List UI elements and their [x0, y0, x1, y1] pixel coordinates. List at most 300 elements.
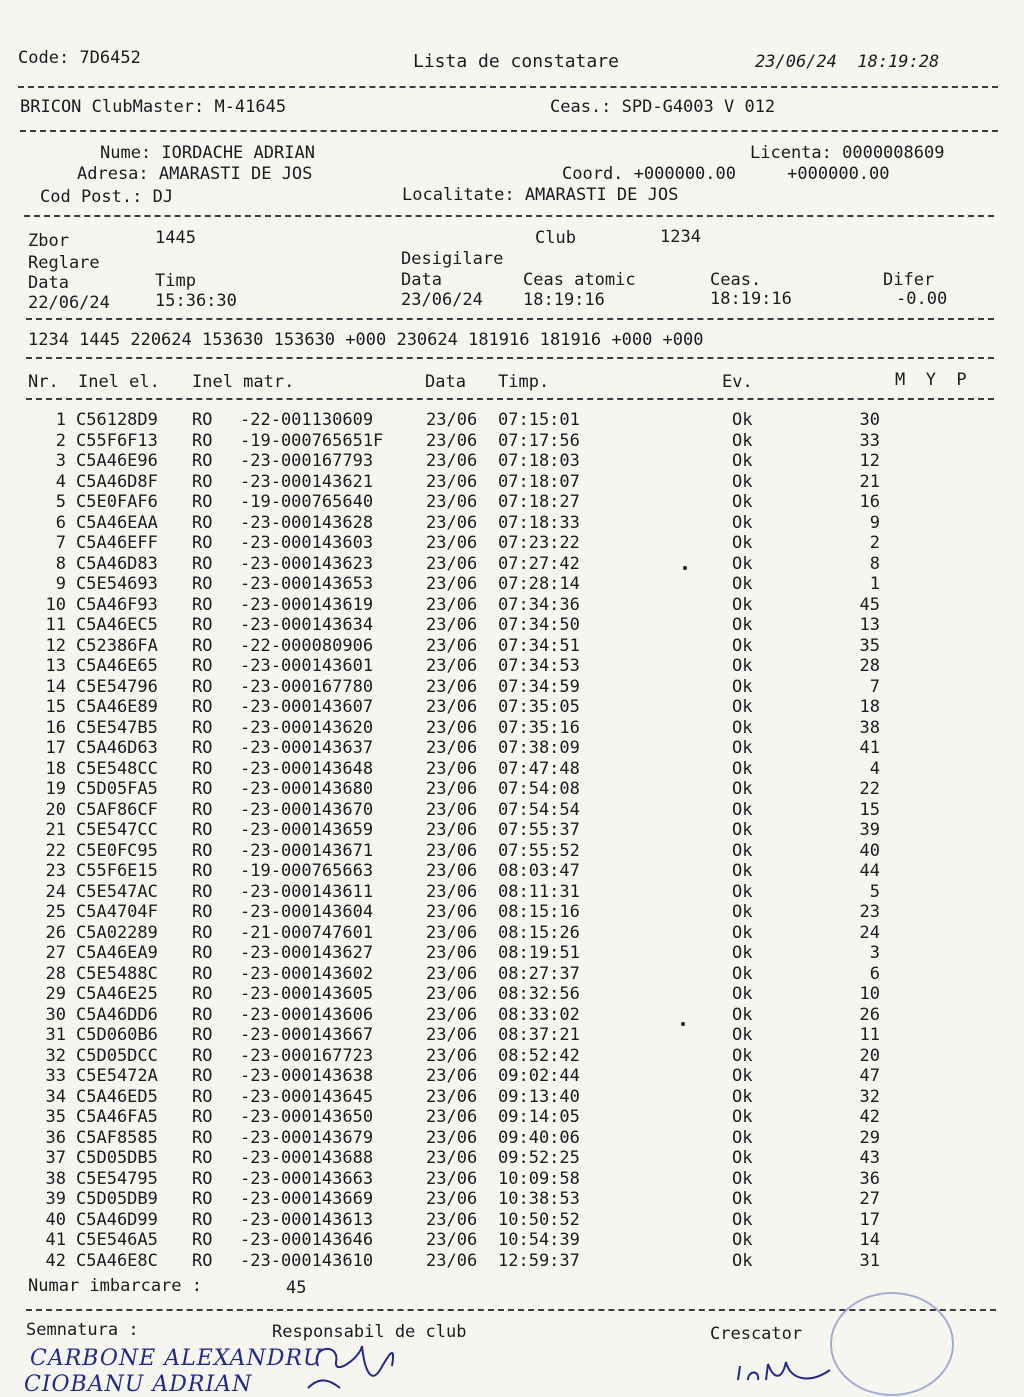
- arrival-time: 07:27:42: [498, 553, 580, 574]
- reglare-label: Reglare: [28, 253, 100, 273]
- arrival-date: 23/06: [426, 594, 478, 615]
- row-number: 27: [45, 943, 66, 963]
- row-number: 22: [45, 840, 66, 861]
- arrival-time: 07:38:09: [498, 738, 580, 758]
- signature-scribble: [300, 1336, 420, 1390]
- status: Ok: [732, 1004, 753, 1025]
- clock-time: 18:19:16: [710, 289, 792, 309]
- registration-ring: -23-000143623: [240, 553, 374, 574]
- position: 16: [859, 492, 880, 512]
- registration-ring: -23-000143611: [240, 881, 374, 902]
- country-code: RO: [192, 410, 213, 430]
- country-code: RO: [192, 738, 213, 758]
- country-code: RO: [192, 492, 213, 512]
- arrival-date: 23/06: [426, 1004, 478, 1025]
- country-code: RO: [192, 574, 213, 594]
- separator: [26, 357, 994, 359]
- table-row: [22, 1025, 922, 1046]
- registration-ring: -23-000143648: [240, 758, 374, 779]
- table-row: [22, 1087, 922, 1108]
- electronic-ring: C5A46ED5: [76, 1086, 158, 1107]
- country-code: RO: [192, 1045, 213, 1066]
- electronic-ring: C55F6E15: [76, 861, 158, 881]
- registration-ring: -23-000143613: [240, 1209, 374, 1230]
- status: Ok: [732, 799, 753, 820]
- country-code: RO: [192, 1066, 213, 1086]
- table-row: [22, 574, 922, 595]
- reglare-date: 22/06/24: [28, 293, 110, 313]
- row-number: 13: [45, 656, 66, 676]
- arrival-date: 23/06: [426, 410, 478, 430]
- position: 20: [859, 1045, 880, 1066]
- electronic-ring: C5E0FAF6: [76, 492, 158, 512]
- arrival-time: 07:18:33: [498, 512, 580, 533]
- position: 38: [859, 717, 880, 738]
- column-header-timp: Timp.: [498, 372, 550, 392]
- electronic-ring: C5E54693: [76, 574, 158, 594]
- registration-ring: -23-000143663: [240, 1168, 374, 1189]
- arrival-time: 07:34:36: [498, 594, 580, 615]
- status: Ok: [732, 779, 753, 799]
- encoded-line: 1234 1445 220624 153630 153630 +000 230624 181916 181916 +000 +000: [28, 330, 704, 350]
- boarding-count-label: Numar imbarcare :: [28, 1276, 202, 1296]
- status: Ok: [732, 717, 753, 738]
- arrival-date: 23/06: [426, 697, 478, 717]
- table-row: [22, 431, 922, 452]
- electronic-ring: C5A46E96: [76, 451, 158, 471]
- row-number: 6: [55, 512, 66, 533]
- reglare-date-label: Data: [28, 273, 69, 293]
- table-row: [22, 410, 922, 431]
- status: Ok: [732, 635, 753, 656]
- electronic-ring: C5A46EA9: [76, 943, 158, 963]
- country-code: RO: [192, 471, 213, 492]
- row-number: 31: [45, 1025, 66, 1045]
- status: Ok: [732, 451, 753, 471]
- document-code: Code: 7D6452: [18, 48, 141, 68]
- registration-ring: -23-000143680: [240, 779, 374, 799]
- speck: [683, 566, 687, 570]
- row-number: 7: [55, 533, 66, 553]
- position: 12: [859, 451, 880, 471]
- row-number: 29: [45, 984, 66, 1004]
- row-number: 16: [45, 717, 66, 738]
- column-header-nr: Nr.: [28, 372, 59, 392]
- status: Ok: [732, 820, 753, 840]
- table-row: [22, 779, 922, 800]
- position: 42: [859, 1107, 880, 1127]
- arrival-time: 07:18:07: [498, 471, 580, 492]
- table-row: [22, 943, 922, 964]
- flight-value: 1445: [155, 228, 196, 248]
- row-number: 21: [45, 820, 66, 840]
- electronic-ring: C5E548CC: [76, 758, 158, 779]
- arrival-time: 12:59:37: [498, 1250, 580, 1271]
- owner-address: Adresa: AMARASTI DE JOS: [77, 164, 313, 184]
- country-code: RO: [192, 922, 213, 943]
- arrival-time: 08:37:21: [498, 1025, 580, 1045]
- atomic-clock-label: Ceas atomic: [523, 270, 636, 290]
- registration-ring: -23-000143659: [240, 820, 374, 840]
- desigilare-date-label: Data: [401, 270, 442, 290]
- table-row: [22, 1107, 922, 1128]
- electronic-ring: C5E5472A: [76, 1066, 158, 1086]
- club-value: 1234: [660, 227, 701, 247]
- country-code: RO: [192, 840, 213, 861]
- arrival-time: 08:33:02: [498, 1004, 580, 1025]
- electronic-ring: C5A46D8F: [76, 471, 158, 492]
- electronic-ring: C5A46E25: [76, 984, 158, 1004]
- row-number: 42: [45, 1250, 66, 1271]
- electronic-ring: C5E546A5: [76, 1230, 158, 1250]
- status: Ok: [732, 963, 753, 984]
- electronic-ring: C56128D9: [76, 410, 158, 430]
- separator: [20, 130, 998, 132]
- position: 27: [859, 1189, 880, 1209]
- owner-license: Licenta: 0000008609: [750, 143, 945, 163]
- status: Ok: [732, 553, 753, 574]
- arrival-time: 07:15:01: [498, 410, 580, 430]
- country-code: RO: [192, 943, 213, 963]
- position: 35: [859, 635, 880, 656]
- status: Ok: [732, 1148, 753, 1168]
- arrival-time: 08:15:16: [498, 902, 580, 922]
- arrival-time: 07:34:51: [498, 635, 580, 656]
- table-row: [22, 656, 922, 677]
- table-row: [22, 533, 922, 554]
- arrival-date: 23/06: [426, 471, 478, 492]
- row-number: 34: [45, 1086, 66, 1107]
- row-number: 39: [45, 1189, 66, 1209]
- table-row: [22, 1128, 922, 1149]
- country-code: RO: [192, 1168, 213, 1189]
- registration-ring: -23-000143638: [240, 1066, 374, 1086]
- electronic-ring: C5E5488C: [76, 963, 158, 984]
- country-code: RO: [192, 615, 213, 635]
- club-label: Club: [535, 228, 576, 248]
- table-row: [22, 636, 922, 657]
- row-number: 37: [45, 1148, 66, 1168]
- reglare-time: 15:36:30: [155, 291, 237, 311]
- column-header-myp: M Y P: [895, 370, 967, 390]
- arrival-time: 07:35:05: [498, 697, 580, 717]
- position: 3: [869, 943, 880, 963]
- arrival-date: 23/06: [426, 1107, 478, 1127]
- country-code: RO: [192, 902, 213, 922]
- country-code: RO: [192, 656, 213, 676]
- electronic-ring: C55F6F13: [76, 430, 158, 451]
- position: 22: [859, 779, 880, 799]
- status: Ok: [732, 1045, 753, 1066]
- country-code: RO: [192, 1148, 213, 1168]
- electronic-ring: C52386FA: [76, 635, 158, 656]
- row-number: 10: [45, 594, 66, 615]
- country-code: RO: [192, 553, 213, 574]
- status: Ok: [732, 902, 753, 922]
- row-number: 3: [55, 451, 66, 471]
- electronic-ring: C5AF86CF: [76, 799, 158, 820]
- row-number: 28: [45, 963, 66, 984]
- country-code: RO: [192, 1189, 213, 1209]
- electronic-ring: C5A46E89: [76, 697, 158, 717]
- arrival-date: 23/06: [426, 717, 478, 738]
- arrival-date: 23/06: [426, 430, 478, 451]
- status: Ok: [732, 512, 753, 533]
- position: 18: [859, 697, 880, 717]
- position: 31: [859, 1250, 880, 1271]
- electronic-ring: C5E54796: [76, 676, 158, 697]
- clock-label: Ceas.: [710, 270, 762, 290]
- table-row: [22, 882, 922, 903]
- difference-label: Difer: [883, 270, 935, 290]
- status: Ok: [732, 410, 753, 430]
- row-number: 25: [45, 902, 66, 922]
- electronic-ring: C5A46E8C: [76, 1250, 158, 1271]
- arrival-time: 07:35:16: [498, 717, 580, 738]
- table-row: [22, 554, 922, 575]
- table-row: [22, 513, 922, 534]
- document-title: Lista de constatare: [413, 51, 619, 72]
- arrival-date: 23/06: [426, 840, 478, 861]
- row-number: 15: [45, 697, 66, 717]
- arrival-time: 07:47:48: [498, 758, 580, 779]
- row-number: 12: [45, 635, 66, 656]
- clock-id: Ceas.: SPD-G4003 V 012: [550, 97, 776, 117]
- arrival-date: 23/06: [426, 1127, 478, 1148]
- registration-ring: -23-000167780: [240, 676, 374, 697]
- country-code: RO: [192, 861, 213, 881]
- registration-ring: -23-000143604: [240, 902, 374, 922]
- electronic-ring: C5A46D83: [76, 553, 158, 574]
- arrival-time: 10:38:53: [498, 1189, 580, 1209]
- position: 40: [859, 840, 880, 861]
- arrival-date: 23/06: [426, 574, 478, 594]
- registration-ring: -23-000143628: [240, 512, 374, 533]
- arrival-time: 09:52:25: [498, 1148, 580, 1168]
- club-stamp: [830, 1292, 954, 1396]
- position: 26: [859, 1004, 880, 1025]
- country-code: RO: [192, 697, 213, 717]
- registration-ring: -19-000765663: [240, 861, 374, 881]
- arrival-date: 23/06: [426, 1086, 478, 1107]
- arrival-date: 23/06: [426, 758, 478, 779]
- arrival-date: 23/06: [426, 1230, 478, 1250]
- arrival-date: 23/06: [426, 738, 478, 758]
- registration-ring: -23-000143667: [240, 1025, 374, 1045]
- arrival-date: 23/06: [426, 1045, 478, 1066]
- atomic-clock-time: 18:19:16: [523, 290, 605, 310]
- status: Ok: [732, 471, 753, 492]
- row-number: 23: [45, 861, 66, 881]
- position: 4: [869, 758, 880, 779]
- electronic-ring: C5A02289: [76, 922, 158, 943]
- country-code: RO: [192, 717, 213, 738]
- status: Ok: [732, 1189, 753, 1209]
- position: 10: [859, 984, 880, 1004]
- arrival-time: 07:54:54: [498, 799, 580, 820]
- table-row: [22, 1046, 922, 1067]
- row-number: 38: [45, 1168, 66, 1189]
- arrival-date: 23/06: [426, 943, 478, 963]
- position: 29: [859, 1127, 880, 1148]
- row-number: 20: [45, 799, 66, 820]
- arrival-time: 07:34:53: [498, 656, 580, 676]
- results-table: [22, 410, 922, 1271]
- arrival-date: 23/06: [426, 615, 478, 635]
- position: 9: [869, 512, 880, 533]
- arrival-date: 23/06: [426, 1148, 478, 1168]
- arrival-date: 23/06: [426, 1209, 478, 1230]
- status: Ok: [732, 738, 753, 758]
- position: 30: [859, 410, 880, 430]
- arrival-time: 10:54:39: [498, 1230, 580, 1250]
- position: 5: [869, 881, 880, 902]
- electronic-ring: C5A46EFF: [76, 533, 158, 553]
- arrival-date: 23/06: [426, 512, 478, 533]
- table-row: [22, 1169, 922, 1190]
- registration-ring: -23-000143688: [240, 1148, 374, 1168]
- electronic-ring: C5E0FC95: [76, 840, 158, 861]
- electronic-ring: C5AF8585: [76, 1127, 158, 1148]
- electronic-ring: C5D060B6: [76, 1025, 158, 1045]
- row-number: 1: [55, 410, 66, 430]
- arrival-time: 10:50:52: [498, 1209, 580, 1230]
- table-row: [22, 718, 922, 739]
- arrival-time: 09:02:44: [498, 1066, 580, 1086]
- signature-label: Semnatura :: [26, 1320, 139, 1340]
- position: 11: [859, 1025, 880, 1045]
- arrival-date: 23/06: [426, 963, 478, 984]
- club-responsible-label: Responsabil de club: [272, 1322, 467, 1342]
- status: Ok: [732, 1107, 753, 1127]
- row-number: 30: [45, 1004, 66, 1025]
- arrival-time: 09:14:05: [498, 1107, 580, 1127]
- arrival-date: 23/06: [426, 861, 478, 881]
- row-number: 19: [45, 779, 66, 799]
- table-row: [22, 964, 922, 985]
- table-row: [22, 697, 922, 718]
- position: 15: [859, 799, 880, 820]
- status: Ok: [732, 840, 753, 861]
- table-row: [22, 1148, 922, 1169]
- table-row: [22, 1210, 922, 1231]
- position: 43: [859, 1148, 880, 1168]
- position: 8: [869, 553, 880, 574]
- electronic-ring: C5A46F93: [76, 594, 158, 615]
- registration-ring: -19-000765651F: [240, 430, 384, 451]
- position: 32: [859, 1086, 880, 1107]
- row-number: 8: [55, 553, 66, 574]
- table-row: [22, 800, 922, 821]
- registration-ring: -23-000143621: [240, 471, 374, 492]
- position: 7: [869, 676, 880, 697]
- country-code: RO: [192, 881, 213, 902]
- table-row: [22, 759, 922, 780]
- electronic-ring: C5A4704F: [76, 902, 158, 922]
- electronic-ring: C5A46D63: [76, 738, 158, 758]
- row-number: 18: [45, 758, 66, 779]
- registration-ring: -23-000143605: [240, 984, 374, 1004]
- electronic-ring: C5D05DCC: [76, 1045, 158, 1066]
- arrival-time: 07:17:56: [498, 430, 580, 451]
- row-number: 5: [55, 492, 66, 512]
- arrival-date: 23/06: [426, 451, 478, 471]
- registration-ring: -23-000143603: [240, 533, 374, 553]
- arrival-date: 23/06: [426, 984, 478, 1004]
- country-code: RO: [192, 1107, 213, 1127]
- status: Ok: [732, 594, 753, 615]
- position: 28: [859, 656, 880, 676]
- clubmaster-id: BRICON ClubMaster: M-41645: [20, 97, 287, 117]
- country-code: RO: [192, 635, 213, 656]
- registration-ring: -19-000765640: [240, 492, 374, 512]
- registration-ring: -23-000143637: [240, 738, 374, 758]
- difference-value: -0.00: [896, 289, 948, 309]
- column-header-inel-el: Inel el.: [78, 372, 160, 392]
- arrival-time: 08:32:56: [498, 984, 580, 1004]
- position: 21: [859, 471, 880, 492]
- country-code: RO: [192, 430, 213, 451]
- registration-ring: -22-000080906: [240, 635, 374, 656]
- position: 17: [859, 1209, 880, 1230]
- handwritten-name-2: CIOBANU ADRIAN: [24, 1372, 253, 1397]
- country-code: RO: [192, 451, 213, 471]
- arrival-time: 07:34:50: [498, 615, 580, 635]
- arrival-time: 08:27:37: [498, 963, 580, 984]
- row-number: 17: [45, 738, 66, 758]
- table-row: [22, 738, 922, 759]
- column-header-ev: Ev.: [722, 372, 753, 392]
- owner-name: Nume: IORDACHE ADRIAN: [100, 143, 315, 163]
- country-code: RO: [192, 1250, 213, 1271]
- arrival-date: 23/06: [426, 656, 478, 676]
- arrival-time: 08:19:51: [498, 943, 580, 963]
- desigilare-date: 23/06/24: [401, 290, 483, 310]
- country-code: RO: [192, 1086, 213, 1107]
- position: 45: [859, 594, 880, 615]
- country-code: RO: [192, 1127, 213, 1148]
- table-row: [22, 861, 922, 882]
- status: Ok: [732, 656, 753, 676]
- document-datetime: 23/06/24 18:19:28: [755, 52, 940, 72]
- row-number: 4: [55, 471, 66, 492]
- arrival-time: 08:03:47: [498, 861, 580, 881]
- arrival-date: 23/06: [426, 779, 478, 799]
- status: Ok: [732, 574, 753, 594]
- arrival-time: 07:55:37: [498, 820, 580, 840]
- status: Ok: [732, 1250, 753, 1271]
- country-code: RO: [192, 1230, 213, 1250]
- row-number: 40: [45, 1209, 66, 1230]
- flight-label: Zbor: [28, 231, 69, 251]
- row-number: 9: [55, 574, 66, 594]
- registration-ring: -23-000143679: [240, 1127, 374, 1148]
- registration-ring: -21-000747601: [240, 922, 374, 943]
- status: Ok: [732, 1025, 753, 1045]
- country-code: RO: [192, 984, 213, 1004]
- electronic-ring: C5E547B5: [76, 717, 158, 738]
- breeder-label: Crescator: [710, 1324, 803, 1344]
- registration-ring: -23-000143645: [240, 1086, 374, 1107]
- owner-locality: Localitate: AMARASTI DE JOS: [402, 185, 679, 205]
- status: Ok: [732, 1066, 753, 1086]
- status: Ok: [732, 1168, 753, 1189]
- registration-ring: -23-000143650: [240, 1107, 374, 1127]
- electronic-ring: C5D05DB5: [76, 1148, 158, 1168]
- registration-ring: -23-000143646: [240, 1230, 374, 1250]
- registration-ring: -23-000167723: [240, 1045, 374, 1066]
- arrival-date: 23/06: [426, 922, 478, 943]
